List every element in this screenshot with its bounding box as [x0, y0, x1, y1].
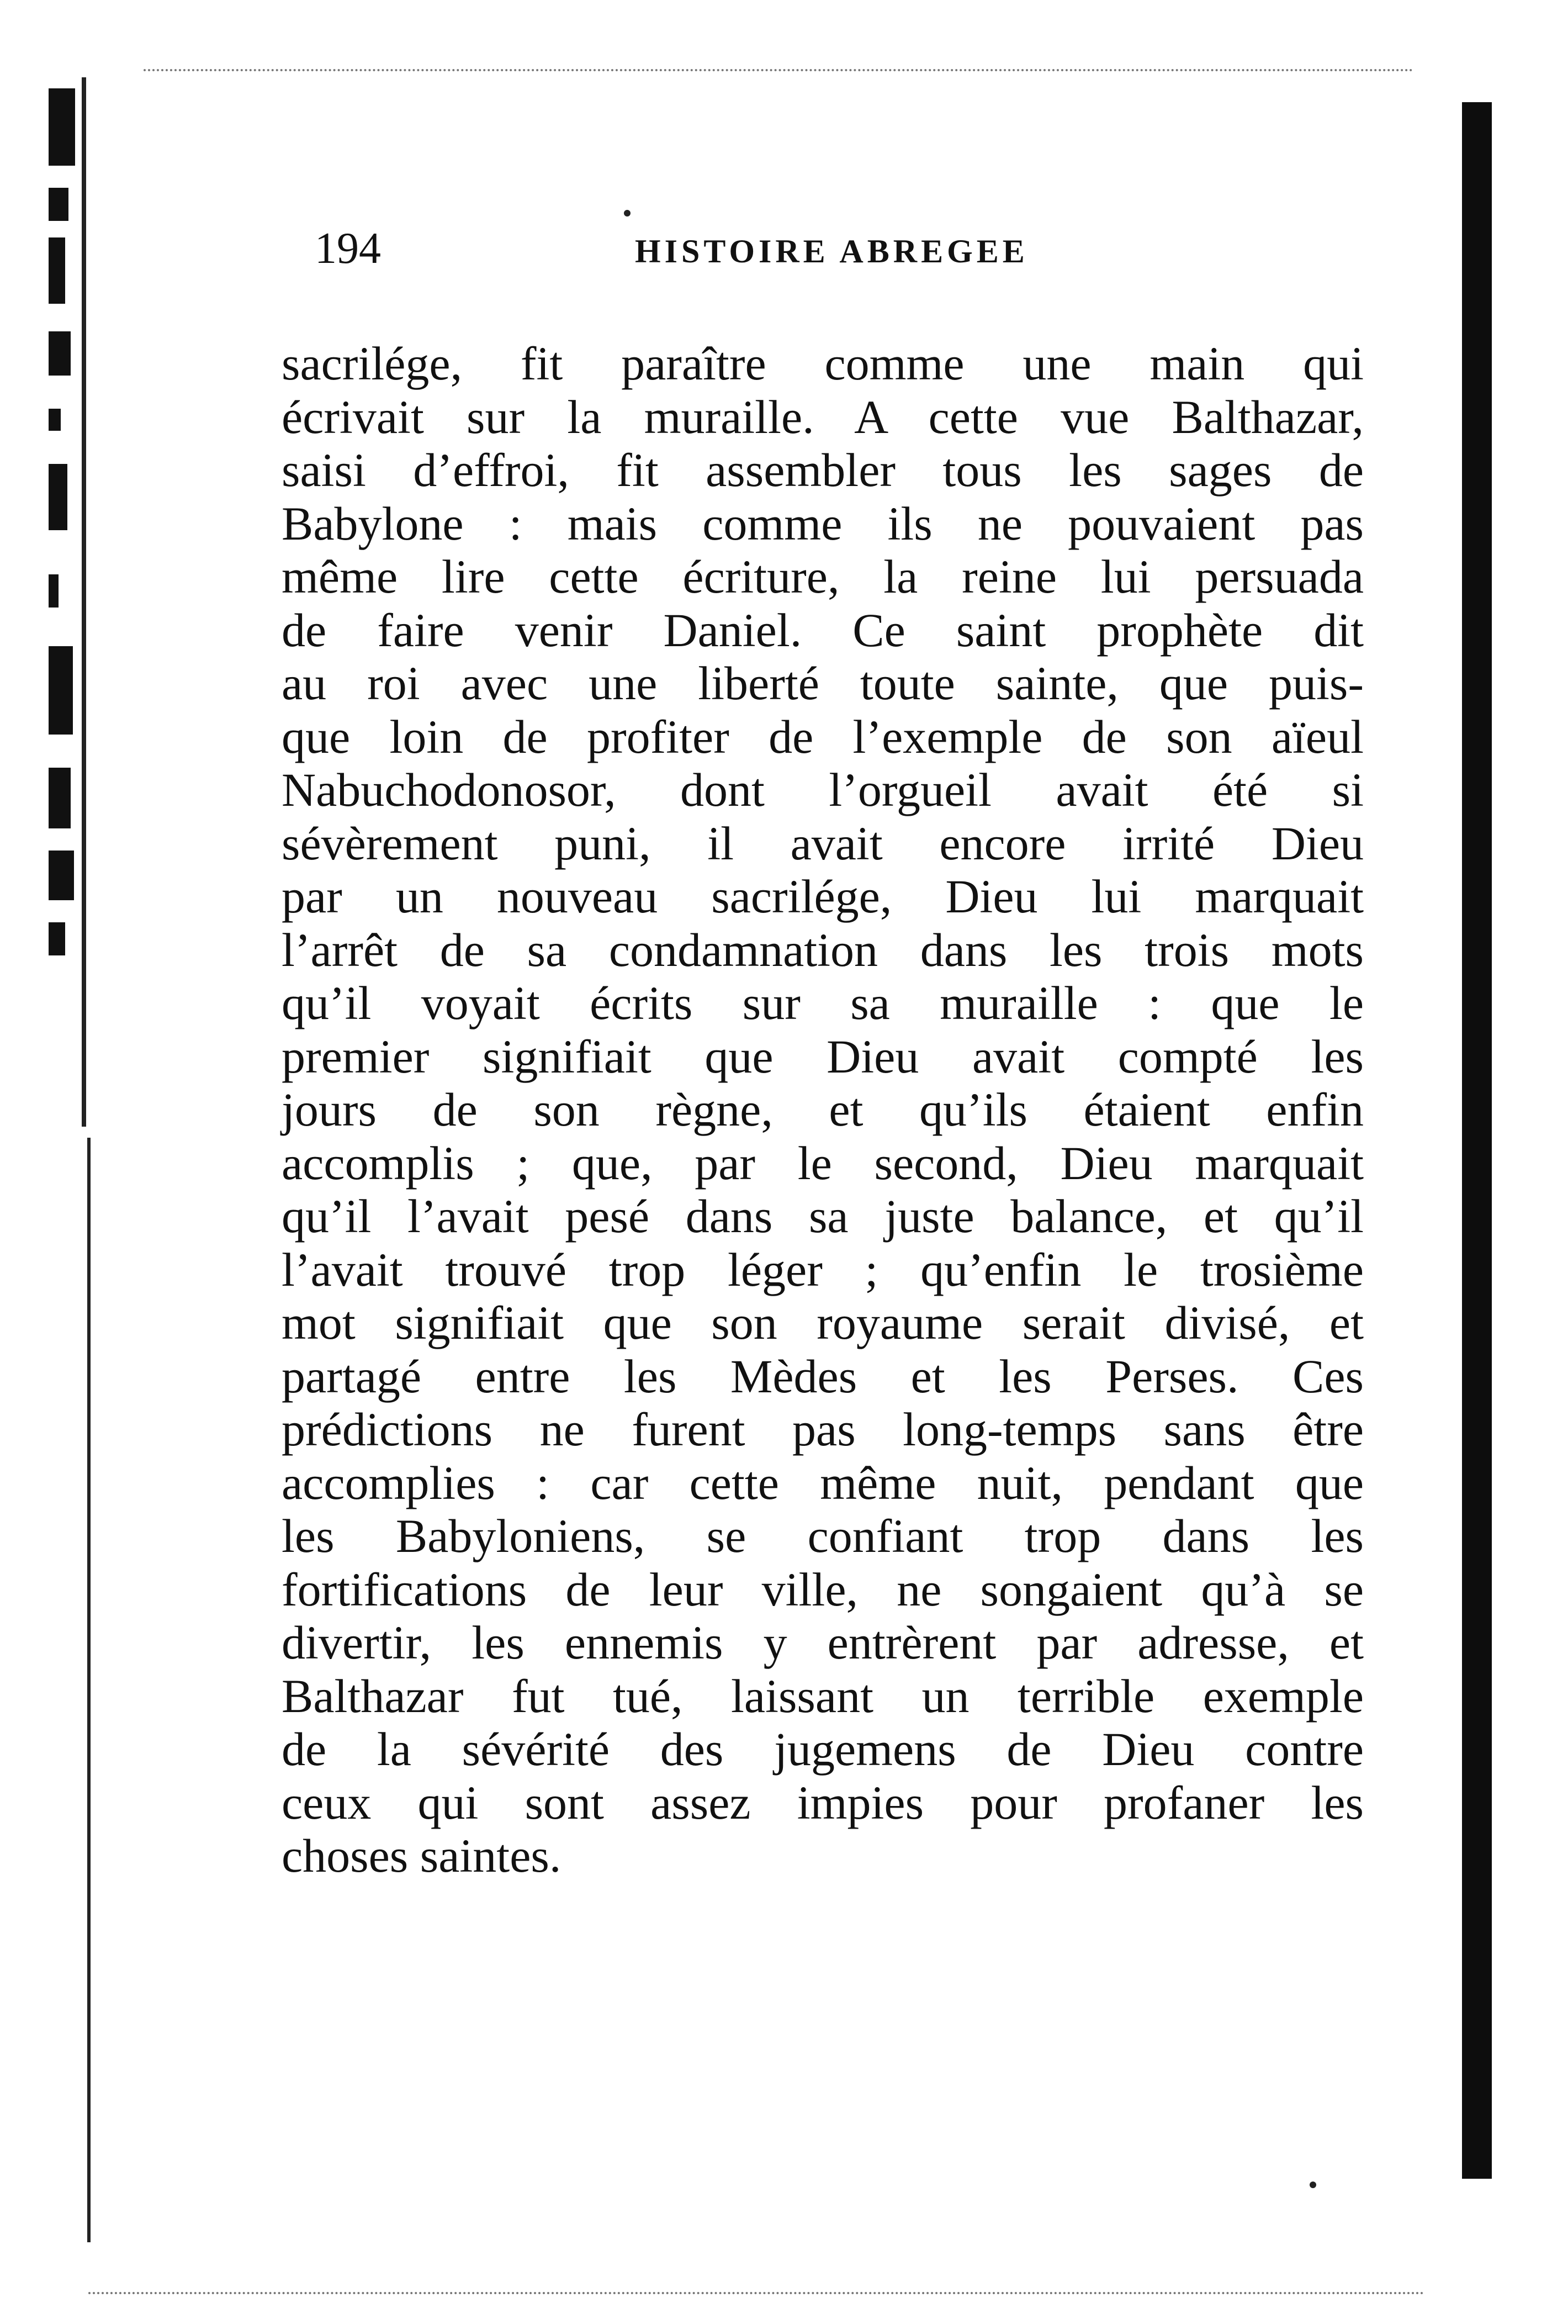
ink-speck — [1310, 2182, 1316, 2188]
binding-edge — [49, 77, 131, 2242]
text-line: fortifications de leur ville, ne songaient qu’à se — [282, 1562, 1364, 1616]
text-line: Babylone : mais comme ils ne pouvaient pas — [282, 497, 1364, 550]
text-line: saisi d’effroi, fit assembler tous les sages de — [282, 443, 1364, 497]
text-line: de faire venir Daniel. Ce saint prophète dit — [282, 603, 1364, 657]
text-line: jours de son règne, et qu’ils étaient enfin — [282, 1083, 1364, 1136]
text-line: au roi avec une liberté toute sainte, que puis- — [282, 657, 1364, 710]
text-line: l’avait trouvé trop léger ; qu’enfin le trosième — [282, 1243, 1364, 1296]
page-edge-shadow — [1462, 102, 1492, 2179]
body-text — [282, 337, 1364, 1883]
text-line: même lire cette écriture, la reine lui persuada — [282, 550, 1364, 603]
text-line: ceux qui sont assez impies pour profaner les — [282, 1776, 1364, 1829]
text-line: divertir, les ennemis y entrèrent par adresse, et — [282, 1616, 1364, 1669]
text-line: sévèrement puni, il avait encore irrité Dieu — [282, 816, 1364, 870]
text-line: prédictions ne furent pas long-temps sans être — [282, 1403, 1364, 1456]
text-line: par un nouveau sacrilége, Dieu lui marquait — [282, 870, 1364, 923]
ink-speck — [624, 210, 631, 216]
text-line: de la sévérité des jugemens de Dieu contre — [282, 1723, 1364, 1776]
text-line: partagé entre les Mèdes et les Perses. Ces — [282, 1349, 1364, 1403]
page-number: 194 — [315, 224, 381, 273]
text-line: mot signifiait que son royaume serait divisé, et — [282, 1296, 1364, 1349]
scan-noise-bottom — [88, 2292, 1424, 2296]
text-line: qu’il l’avait pesé dans sa juste balance, et qu’il — [282, 1190, 1364, 1243]
text-line: l’arrêt de sa condamnation dans les trois mots — [282, 923, 1364, 976]
text-line: sacrilége, fit paraître comme une main qui — [282, 337, 1364, 390]
text-line: Nabuchodonosor, dont l’orgueil avait été si — [282, 763, 1364, 816]
text-line: premier signifiait que Dieu avait compté les — [282, 1029, 1364, 1083]
text-line: que loin de profiter de l’exemple de son aïeul — [282, 710, 1364, 763]
text-line: les Babyloniens, se confiant trop dans les — [282, 1509, 1364, 1562]
running-head: HISTOIRE ABREGEE — [635, 233, 1029, 270]
page-header — [315, 218, 1159, 279]
text-line: accomplies : car cette même nuit, pendant que — [282, 1456, 1364, 1509]
text-line: écrivait sur la muraille. A cette vue Balthazar, — [282, 390, 1364, 443]
text-line: accomplis ; que, par le second, Dieu marquait — [282, 1136, 1364, 1190]
text-line: Balthazar fut tué, laissant un terrible exemple — [282, 1669, 1364, 1723]
scan-noise-top — [144, 69, 1413, 73]
text-line: qu’il voyait écrits sur sa muraille : que le — [282, 976, 1364, 1029]
text-line: choses saintes. — [282, 1829, 561, 1882]
